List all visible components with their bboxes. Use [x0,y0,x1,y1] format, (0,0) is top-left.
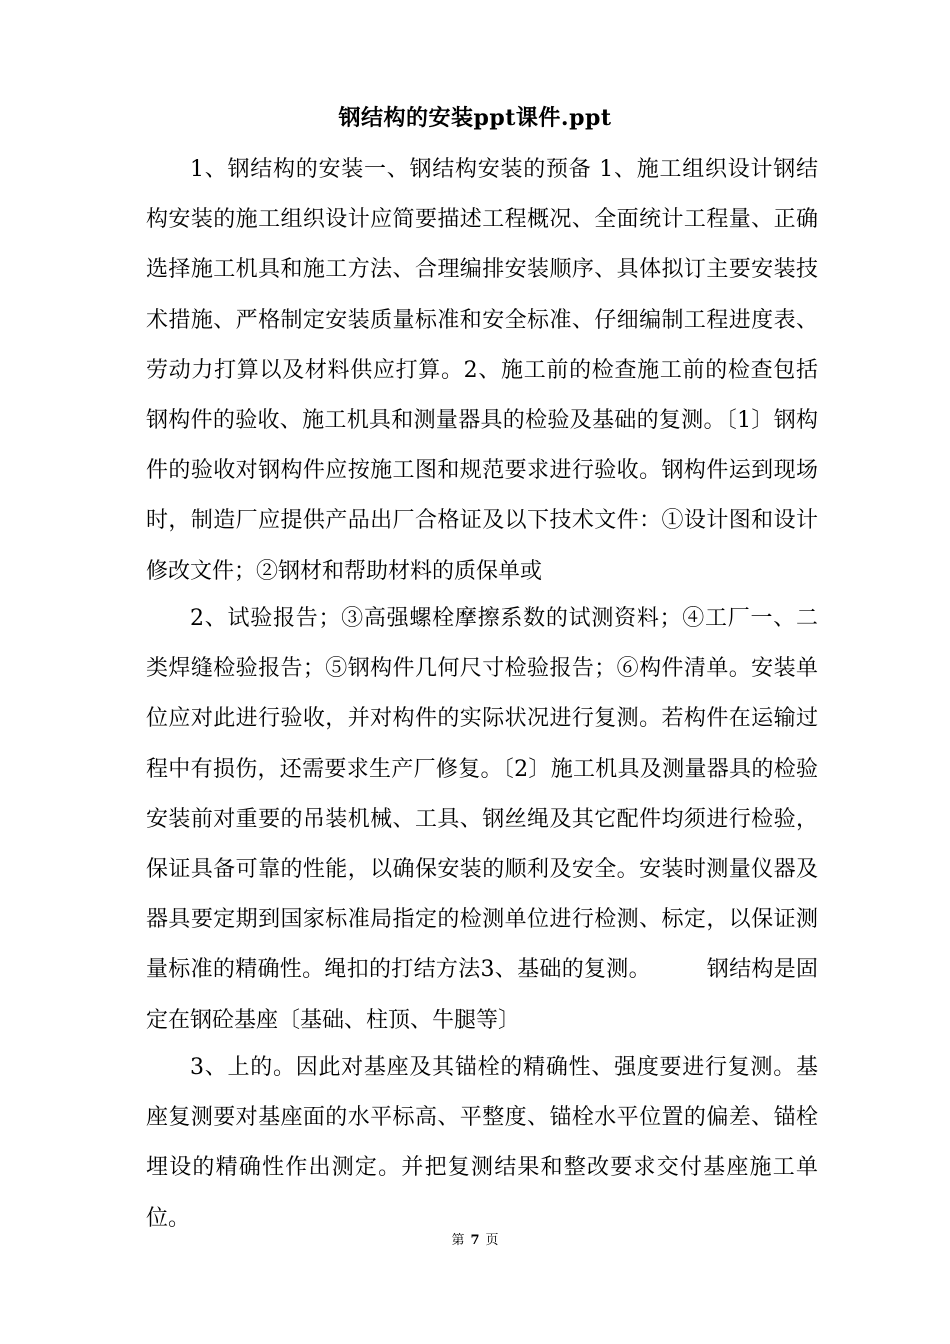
page-footer [0,1232,950,1250]
document-title: 钢结构的安装ppt课件.ppt [338,105,612,131]
body-paragraph-1: 1、钢结构的安装一、钢结构安装的预备 1、施工组织设计钢结构安装的施工组织设计应简要描述工程概况、全面统计工程量、正确选择施工机具和施工方法、合理编排安装顺序、具体拟订主要安装技术措施、严格制定安装质量标准和安全标准、仔细编制工程进度表、劳动力打算以及材料供应打算。2、施工前的检查施工前的检查包括钢构件的验收、施工机具和测量器具的检验及基础的复测。〔1〕钢构件的验收对钢构件应按施工图和规范要求进行验收。钢构件运到现场时，制造厂应提供产品出厂合格证及以下技术文件：①设计图和设计修改文件；②钢材和帮助材料的质保单或 [146,157,818,584]
footer-suffix: 页 [485,1233,499,1248]
body-paragraph-2: 2、试验报告；③高强螺栓摩擦系数的试测资料；④工厂一、二类焊缝检验报告；⑤钢构件几何尺寸检验报告；⑥构件清单。安装单位应对此进行验收，并对构件的实际状况进行复测。若构件在运输过程中有损伤，还需要求生产厂修复。〔2〕施工机具及测量器具的检验安装前对重要的吊装机械、工具、钢丝绳及其它配件均须进行检验，保证具备可靠的性能，以确保安装的顺利及安全。安装时测量仪器及器具要定期到国家标准局指定的检测单位进行检测、标定，以保证测量标准的精确性。绳扣的打结方法3、基础的复测。 钢结构是固定在钢砼基座〔基础、柱顶、牛腿等〕 [146,606,818,1033]
footer-prefix: 第 [451,1233,465,1248]
body-paragraph-3: 3、上的。因此对基座及其锚栓的精确性、强度要进行复测。基座复测要对基座面的水平标高、平整度、锚栓水平位置的偏差、锚栓埋设的精确性作出测定。并把复测结果和整改要求交付基座施工单位。 [146,1055,818,1231]
page-number: 7 [470,1233,480,1248]
